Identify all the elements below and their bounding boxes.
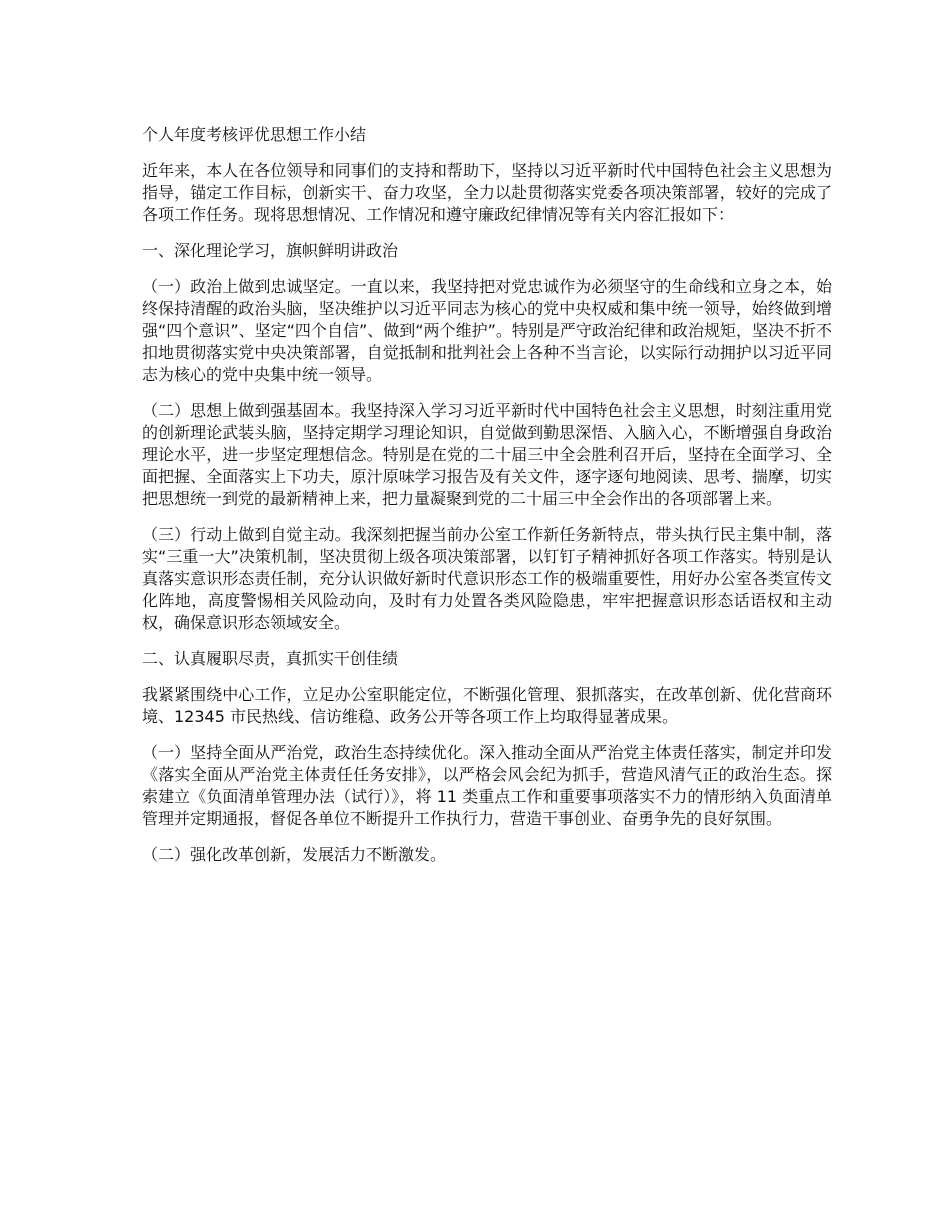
section-heading-1: 一、深化理论学习，旗帜鲜明讲政治 xyxy=(142,241,399,260)
paragraph-political: （一）政治上做到忠诚坚定。一直以来，我坚持把对党忠诚作为必须坚守的生命线和立身之本，始终保持清醒的政治头脑，坚决维护以习近平同志为核心的党中央权威和集中统一领导，始终做到增强“四个意识”、坚定“四个自信”、做到“两个维护”。特别是严守政治纪律和政治规矩，坚决不折不扣地贯彻落实党中央决策部署，自觉抵制和批判社会上各种不当言论，以实际行动拥护以习近平同志为核心的党中央集中统一领导。 xyxy=(142,277,832,384)
document-title: 个人年度考核评优思想工作小结 xyxy=(142,125,367,144)
section-heading-2: 二、认真履职尽责，真抓实干创佳绩 xyxy=(142,649,399,668)
paragraph-work-overview: 我紧紧围绕中心工作，立足办公室职能定位，不断强化管理、狠抓落实，在改革创新、优化营商环境、12345 市民热线、信访维稳、政务公开等各项工作上均取得显著成果。 xyxy=(142,685,832,726)
document-page xyxy=(142,124,832,880)
paragraph-ideological: （二）思想上做到强基固本。我坚持深入学习习近平新时代中国特色社会主义思想，时刻注重用党的创新理论武装头脑，坚持定期学习理论知识，自觉做到勤思深悟、入脑入心，不断增强自身政治理论水平，进一步坚定理想信念。特别是在党的二十届三中全会胜利召开后，坚持在全面学习、全面把握、全面落实上下功夫，原汁原味学习报告及有关文件，逐字逐句地阅读、思考、揣摩，切实把思想统一到党的最新精神上来，把力量凝聚到党的二十届三中全会作出的各项部署上来。 xyxy=(142,401,832,508)
paragraph-action: （三）行动上做到自觉主动。我深刻把握当前办公室工作新任务新特点，带头执行民主集中制，落实“三重一大”决策机制，坚决贯彻上级各项决策部署，以钉钉子精神抓好各项工作落实。特别是认真落实意识形态责任制，充分认识做好新时代意识形态工作的极端重要性，用好办公室各类宣传文化阵地，高度警惕相关风险动向，及时有力处置各类风险隐患，牢牢把握意识形态话语权和主动权，确保意识形态领域安全。 xyxy=(142,525,832,632)
paragraph-party-governance: （一）坚持全面从严治党，政治生态持续优化。深入推动全面从严治党主体责任落实，制定并印发《落实全面从严治党主体责任任务安排》，以严格会风会纪为抓手，营造风清气正的政治生态。探索建立《负面清单管理办法（试行）》，将 11 类重点工作和重要事项落实不力的情形纳入负面清单管理并定期通报，督促各单位不断提升工作执行力，营造干事创业、奋勇争先的良好氛围。 xyxy=(142,743,832,828)
paragraph-reform: （二）强化改革创新，发展活力不断激发。 xyxy=(142,845,447,864)
intro-paragraph: 近年来，本人在各位领导和同事们的支持和帮助下，坚持以习近平新时代中国特色社会主义思想为指导，锚定工作目标，创新实干、奋力攻坚，全力以赴贯彻落实党委各项决策部署，较好的完成了各项工作任务。现将思想情况、工作情况和遵守廉政纪律情况等有关内容汇报如下： xyxy=(142,161,832,224)
